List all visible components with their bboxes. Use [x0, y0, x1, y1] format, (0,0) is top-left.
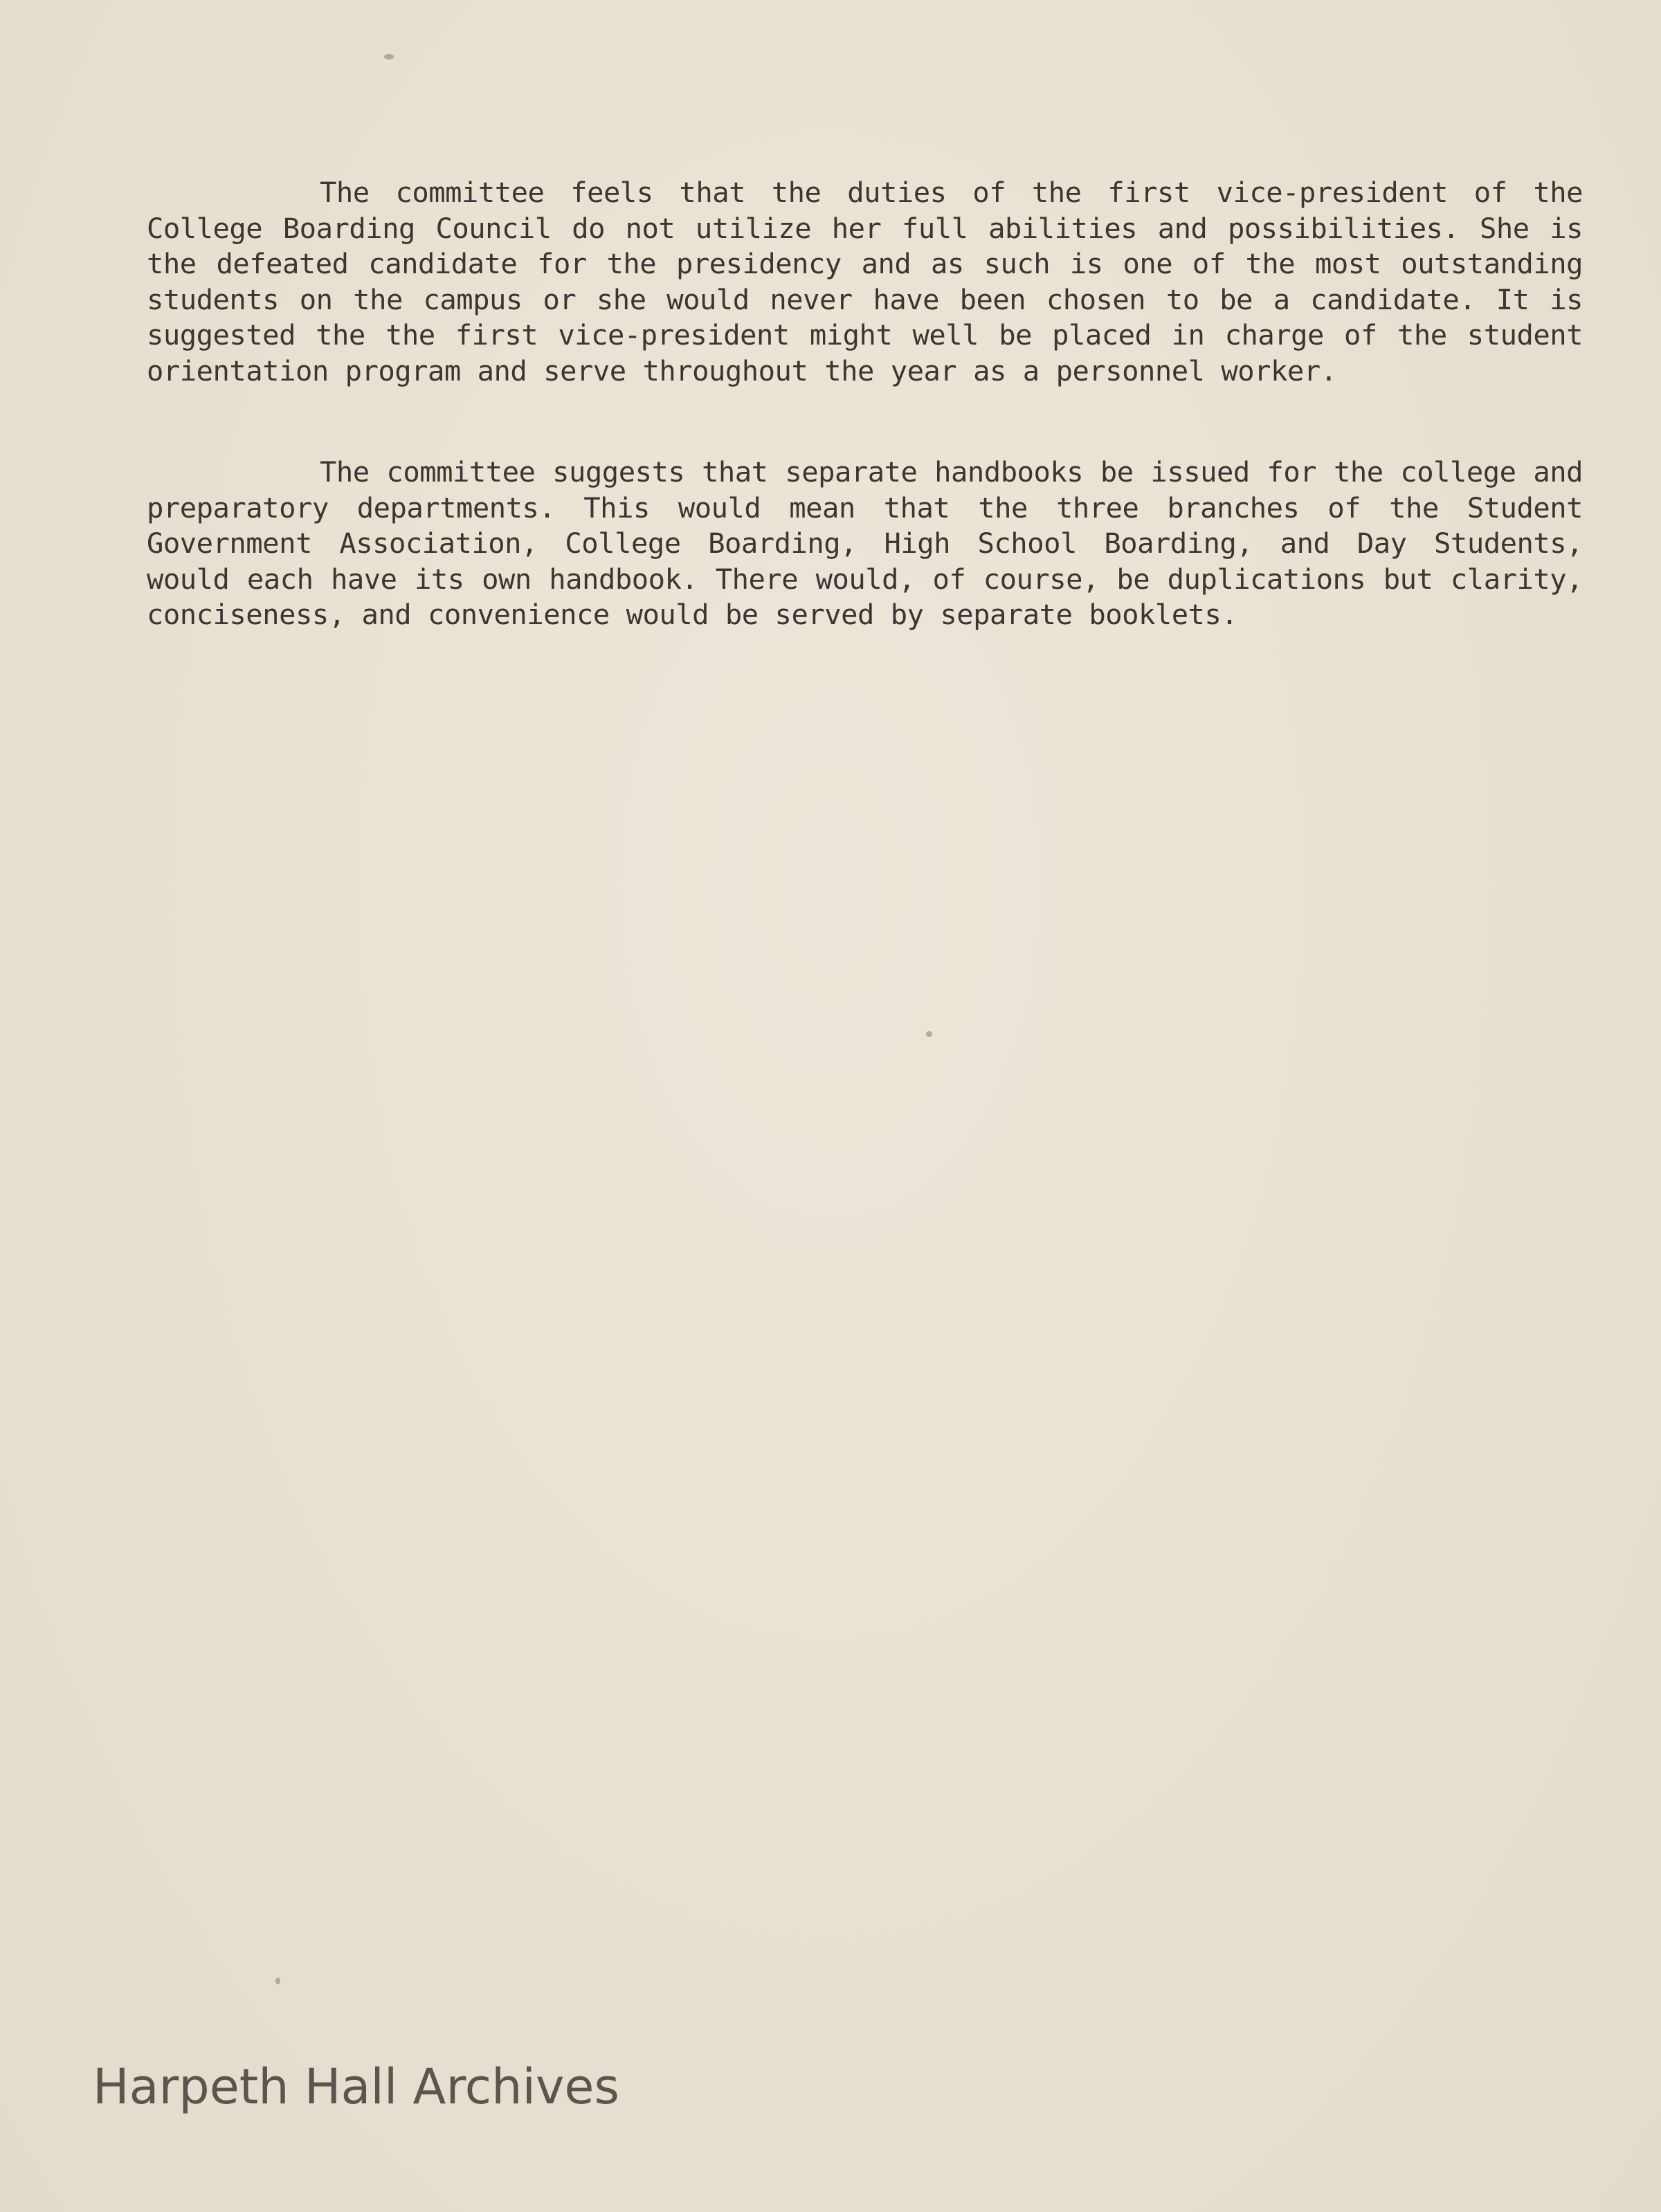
typed-paragraph-2 [147, 455, 1583, 633]
paper-speck [275, 1977, 280, 1984]
typed-paragraph-1 [147, 175, 1583, 389]
paper-speck [926, 1031, 932, 1037]
paragraph-text: The committee feels that the duties of the first vice-president of the College Boarding Council do not utilize her full abilities and possibilities. She is the defeated candidate for the presidency and as such is one of the most outstanding students on the campus or she would never have been chosen to be a candidate. It is suggested the the first vice-president might well be placed in charge of the student orientation program and serve throughout the year as a personnel worker. [147, 176, 1583, 387]
paper-speck [384, 54, 394, 60]
archive-watermark: Harpeth Hall Archives [93, 2058, 619, 2115]
paragraph-text: The committee suggests that separate handbooks be issued for the college and preparatory departments. This would mean that the three branches of the Student Government Association, College Boarding, High School Boarding, and Day Students, would each have its own handbook. There would, of course, be duplications but clarity, conciseness, and convenience would be served by separate booklets. [147, 455, 1583, 631]
